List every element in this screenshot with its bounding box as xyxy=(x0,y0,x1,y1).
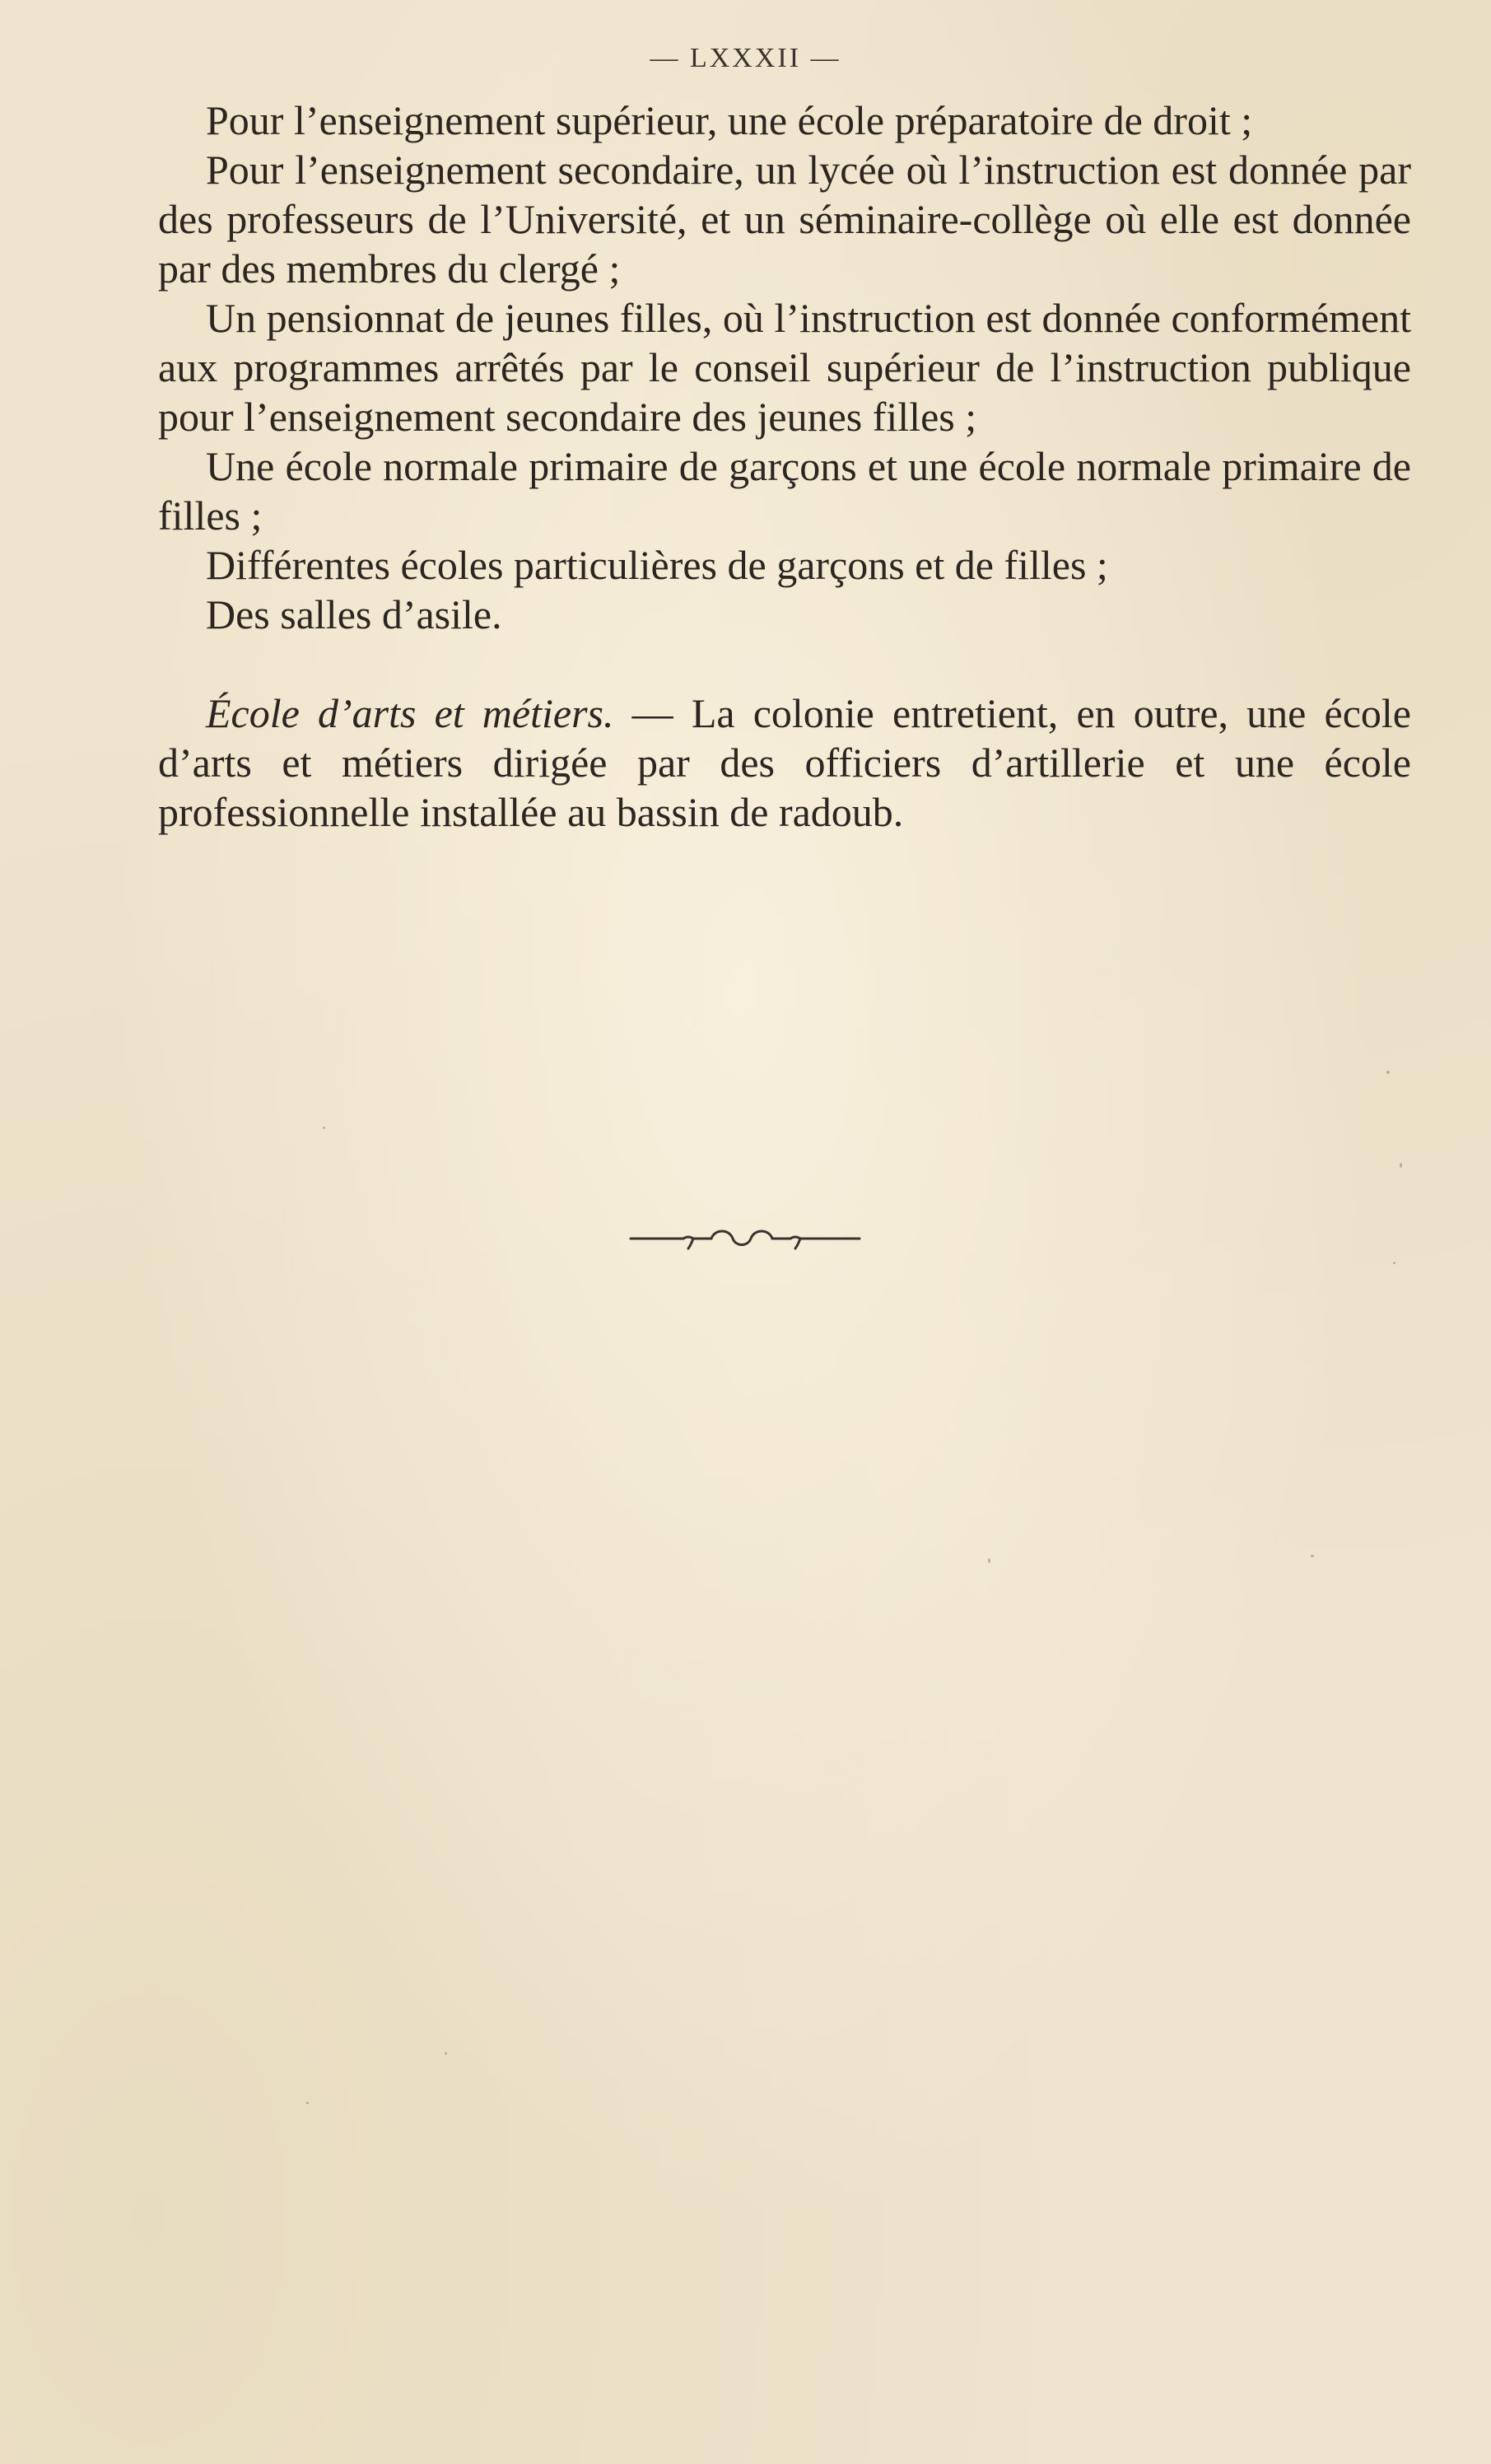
paper-speck xyxy=(1393,1262,1395,1264)
paragraph: Des salles d’asile. xyxy=(206,591,502,637)
paragraph: Un pensionnat de jeunes filles, où l’instruction est donnée conformément aux programmes arrêtés par le conseil supérieur de l’instruction publique pour l’enseignement secondaire des jeunes filles ; xyxy=(158,295,1411,440)
paper-speck xyxy=(1400,1163,1402,1168)
paragraph: Différentes écoles particulières de garçons et de filles ; xyxy=(206,542,1108,588)
section-paragraph xyxy=(158,688,1411,837)
section-text: — La colonie entretient, en outre, une école d’arts et métiers dirigée par des officiers d’artillerie et une école professionnelle installée au bassin de radoub. xyxy=(158,690,1411,835)
paper-speck xyxy=(445,2052,447,2055)
paper-speck xyxy=(988,1558,990,1563)
paper-speck xyxy=(1311,1555,1314,1557)
paper-speck xyxy=(306,2102,309,2104)
paper-speck xyxy=(323,1127,325,1129)
body-text xyxy=(158,96,1411,837)
paragraph: Pour l’enseignement supérieur, une école préparatoire de droit ; xyxy=(206,97,1253,143)
paper-speck xyxy=(1386,1071,1390,1074)
section-title: École d’arts et métiers. xyxy=(206,690,614,736)
paragraph: Pour l’enseignement secondaire, un lycée où l’instruction est donnée par des professeurs de l’Université, et un séminaire-collège où elle est donnée par des membres du clergé ; xyxy=(158,147,1411,292)
tailpiece-flourish-icon xyxy=(626,1222,864,1255)
paragraph: Une école normale primaire de garçons et une école normale primaire de filles ; xyxy=(158,443,1411,539)
running-head: — LXXXII — xyxy=(650,43,841,73)
